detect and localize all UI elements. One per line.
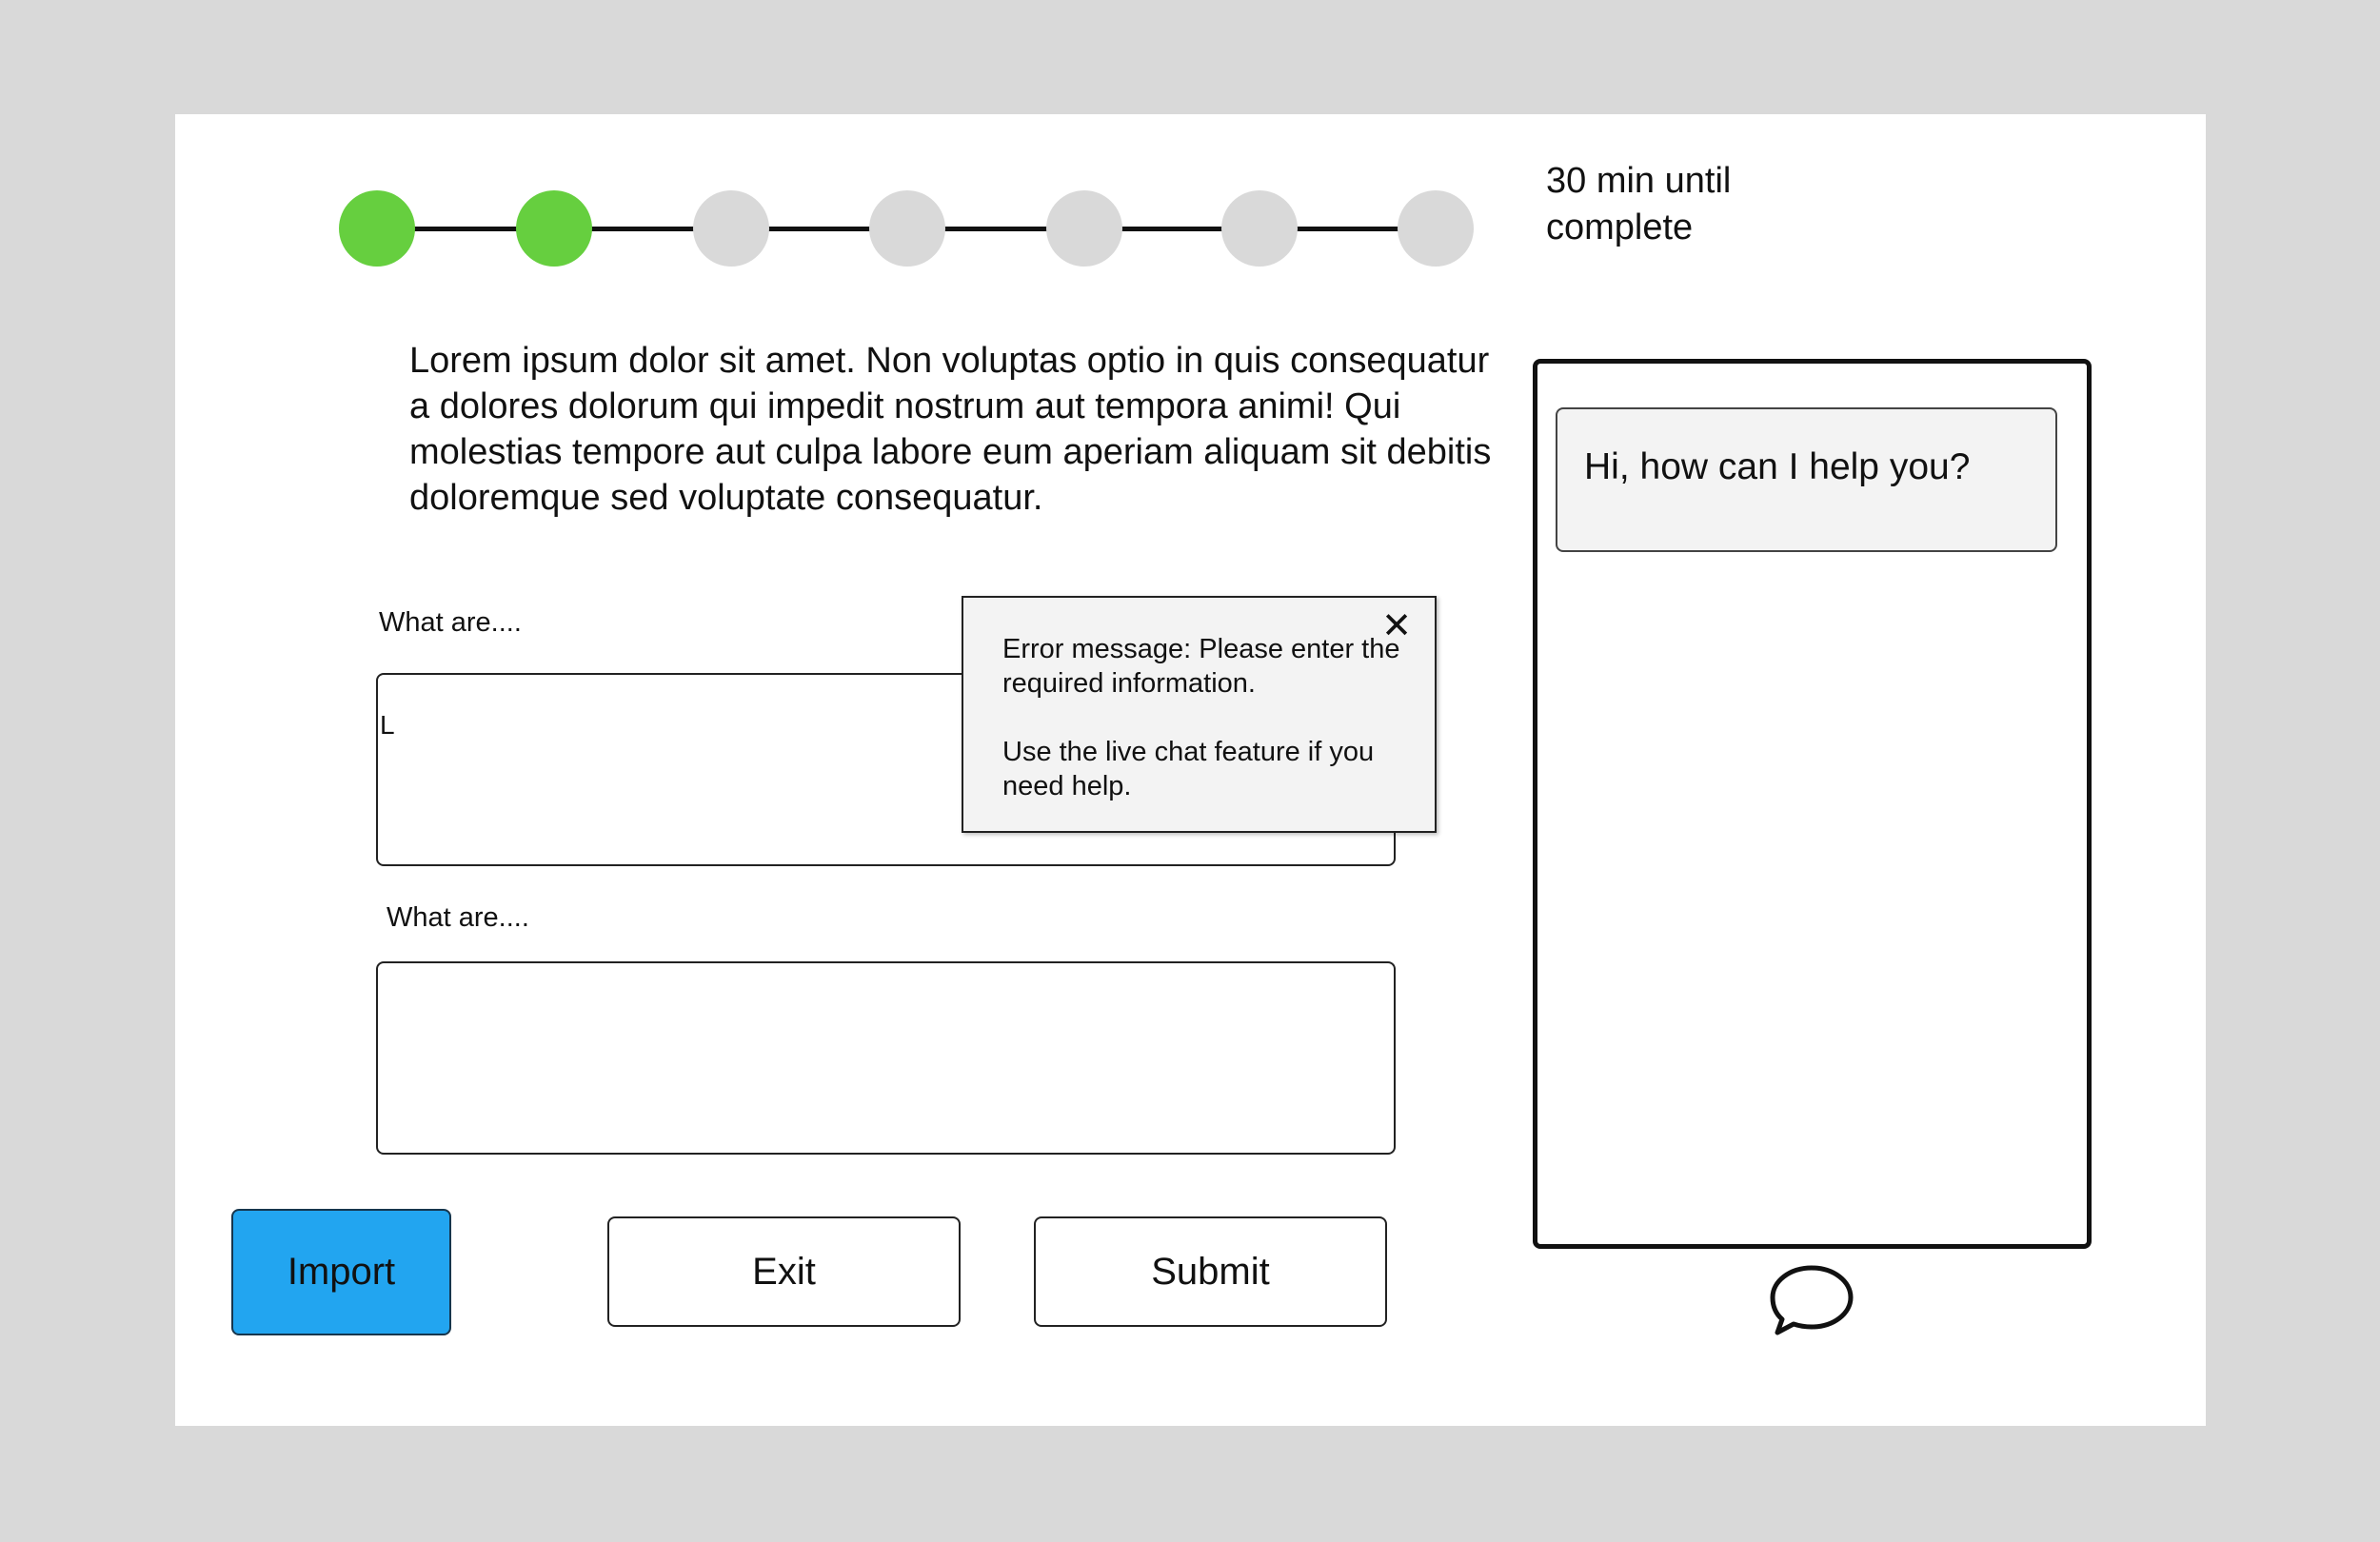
field-1-input[interactable]: L — [376, 673, 1396, 866]
time-remaining-text: 30 min until complete — [1546, 161, 1732, 247]
error-message-text: Error message: Please enter the required information. — [1002, 634, 1400, 699]
error-popup — [962, 596, 1437, 833]
progress-step-7 — [1398, 190, 1474, 267]
progress-step-3 — [693, 190, 769, 267]
error-help-text: Use the live chat feature if you need help. — [1002, 737, 1375, 801]
close-icon[interactable]: ✕ — [1381, 606, 1412, 646]
page-frame — [175, 114, 2206, 1426]
live-chat-panel — [1533, 359, 2092, 1249]
exit-button[interactable]: Exit — [607, 1216, 961, 1327]
field-1-label: What are.... — [379, 607, 522, 638]
chat-greeting-message: Hi, how can I help you? — [1556, 407, 2057, 552]
submit-button[interactable]: Submit — [1034, 1216, 1387, 1327]
progress-step-2 — [516, 190, 592, 267]
field-2-input[interactable] — [376, 961, 1396, 1155]
intro-paragraph: Lorem ipsum dolor sit amet. Non voluptas optio in quis consequatur a dolores dolorum qui impedit nostrum aut tempora animi! Qui molestias tempore aut culpa labore eum aperiam aliquam sit debitis doloremque sed voluptate consequatur. — [409, 341, 1492, 518]
progress-step-4 — [869, 190, 945, 267]
field-2-label: What are.... — [387, 902, 529, 933]
progress-step-5 — [1046, 190, 1122, 267]
progress-step-6 — [1221, 190, 1298, 267]
import-button[interactable]: Import — [231, 1209, 451, 1335]
progress-step-1 — [339, 190, 415, 267]
chat-bubble-icon[interactable] — [1769, 1264, 1854, 1336]
progress-stepper — [339, 190, 1493, 267]
